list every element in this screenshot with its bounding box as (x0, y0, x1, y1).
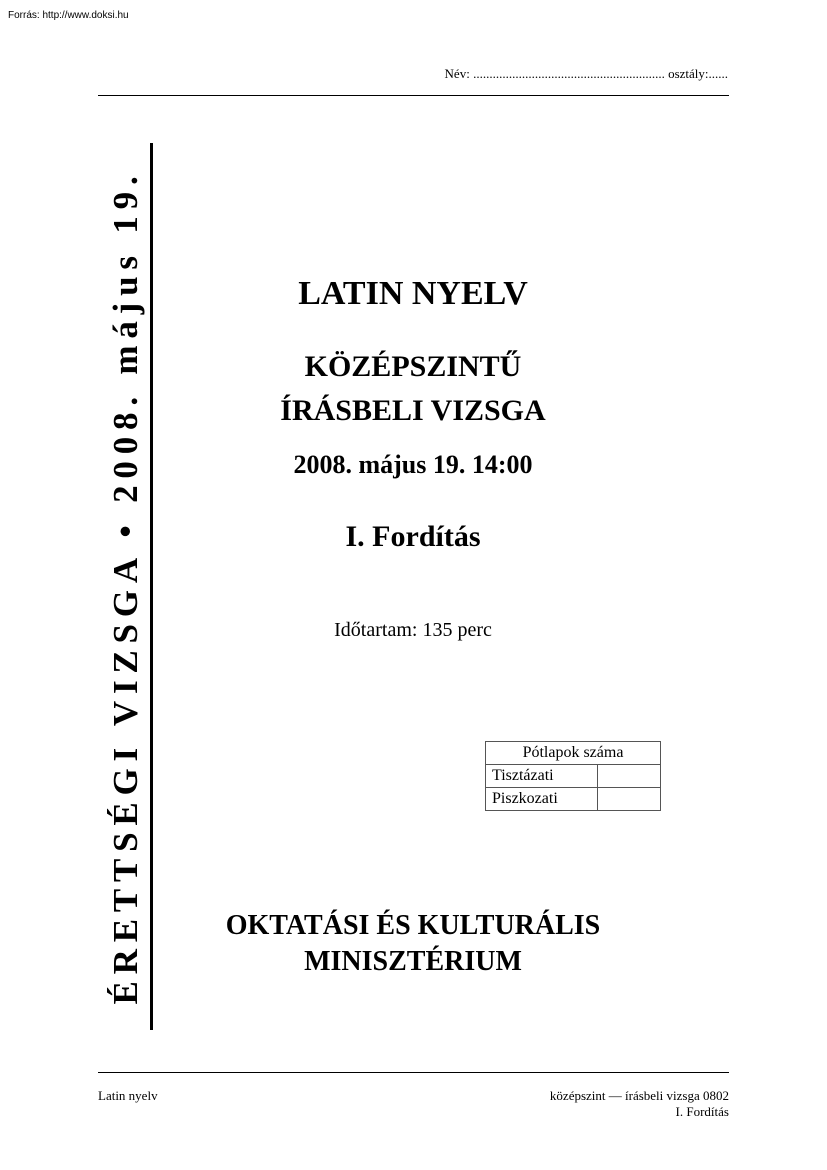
exam-duration: Időtartam: 135 perc (334, 619, 492, 641)
source-link[interactable]: Forrás: http://www.doksi.hu (8, 10, 129, 21)
name-field[interactable]: ........................................................... (473, 66, 665, 81)
footer-subject: Latin nyelv (98, 1088, 158, 1103)
header-rule (98, 95, 729, 96)
exam-datetime: 2008. május 19. 14:00 (293, 450, 533, 479)
ministry-line2: MINISZTÉRIUM (304, 946, 522, 977)
footer-exam-code: középszint — írásbeli vizsga 0802 (549, 1088, 729, 1103)
subject-title: LATIN NYELV (298, 275, 528, 312)
extra-sheets-header: Pótlapok száma (486, 742, 661, 765)
side-banner-text: ÉRETTSÉGI VIZSGA • 2008. május 19. (106, 168, 145, 1005)
clean-copy-count[interactable] (598, 765, 661, 788)
exam-level-line1: KÖZÉPSZINTŰ (304, 350, 522, 383)
name-label: Név: (444, 66, 470, 81)
clean-copy-label: Tisztázati (486, 765, 598, 788)
ministry-name (163, 908, 663, 980)
class-field[interactable]: osztály:...... (668, 66, 728, 81)
table-row (486, 788, 661, 811)
footer-part: I. Fordítás (675, 1104, 729, 1119)
table-row (486, 765, 661, 788)
exam-level (163, 345, 663, 433)
exam-level-line2: ÍRÁSBELI VIZSGA (280, 394, 546, 427)
extra-sheets-table (485, 741, 661, 811)
footer-rule (98, 1072, 729, 1073)
ministry-line1: OKTATÁSI ÉS KULTURÁLIS (225, 910, 601, 941)
side-banner-bar (150, 143, 153, 1030)
draft-label: Piszkozati (486, 788, 598, 811)
side-banner (98, 143, 154, 1030)
footer-exam-info (550, 1088, 729, 1120)
draft-count[interactable] (598, 788, 661, 811)
exam-part: I. Fordítás (345, 520, 481, 553)
name-class-line (445, 66, 728, 82)
